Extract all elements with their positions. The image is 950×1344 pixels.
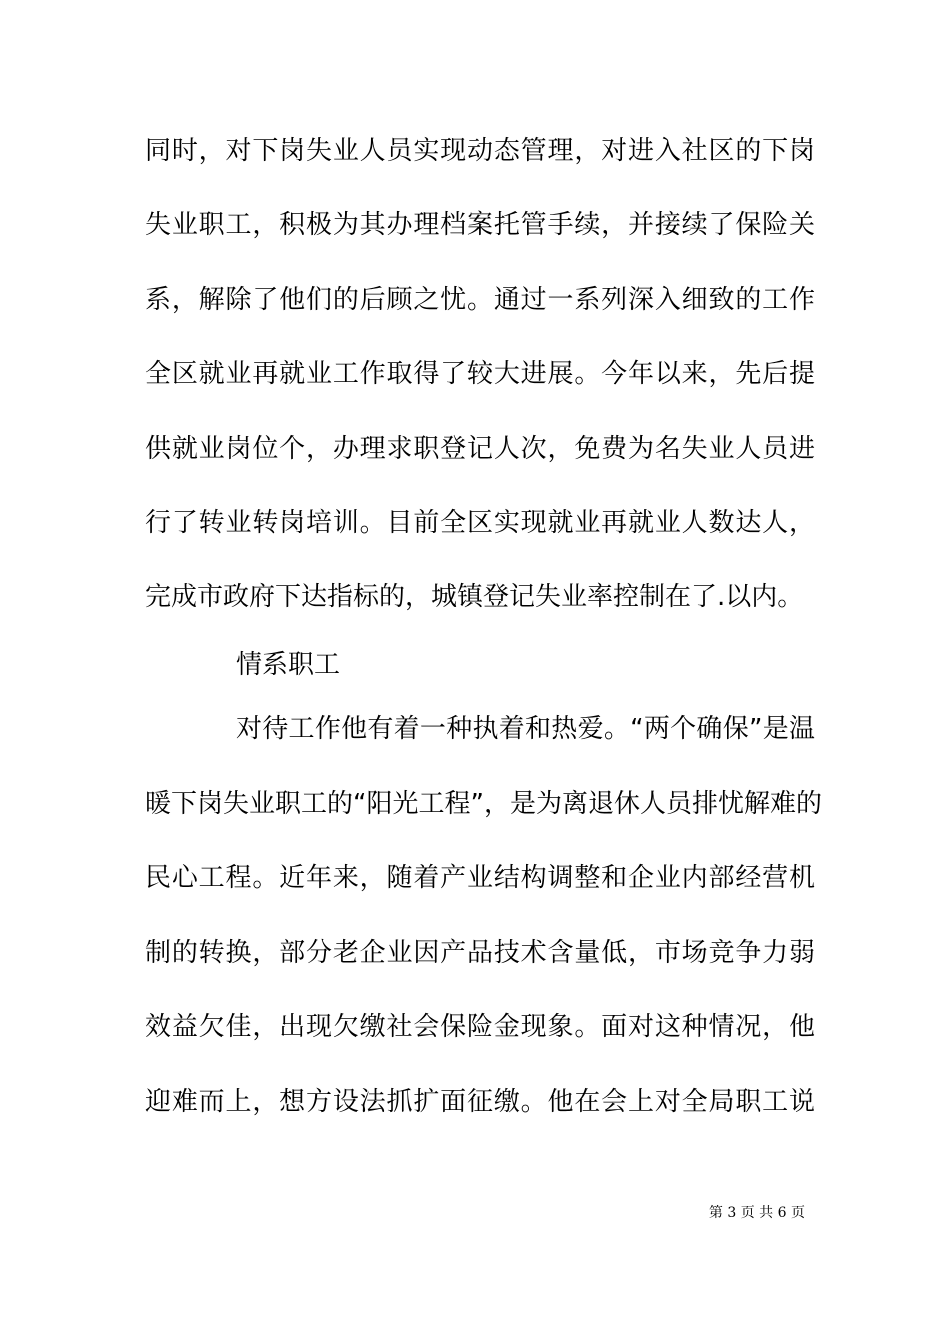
paragraph-line: 行了转业转岗培训。目前全区实现就业再就业人数达人，: [145, 508, 815, 538]
paragraph-line: 系，解除了他们的后顾之忧。通过一系列深入细致的工作: [145, 285, 815, 315]
section-heading: 情系职工: [236, 650, 341, 680]
paragraph-line: 民心工程。近年来，随着产业结构调整和企业内部经营机: [145, 863, 815, 893]
paragraph-line: 完成市政府下达指标的，城镇登记失业率控制在了.以内。: [145, 582, 804, 612]
paragraph-line: 对待工作他有着一种执着和热爱。“两个确保”是温: [236, 714, 815, 744]
paragraph-line: 全区就业再就业工作取得了较大进展。今年以来，先后提: [145, 359, 815, 389]
paragraph-line: 供就业岗位个，办理求职登记人次，免费为名失业人员进: [145, 434, 815, 464]
paragraph-line: 暖下岗失业职工的“阳光工程”，是为离退休人员排忧解难的: [145, 789, 822, 819]
paragraph-line: 效益欠佳，出现欠缴社会保险金现象。面对这种情况，他: [145, 1012, 815, 1042]
paragraph-line: 制的转换，部分老企业因产品技术含量低，市场竞争力弱: [145, 938, 815, 968]
page-number-footer: 第 3 页 共 6 页: [708, 1205, 805, 1221]
paragraph-line: 失业职工，积极为其办理档案托管手续，并接续了保险关: [145, 210, 815, 240]
paragraph-line: 同时，对下岗失业人员实现动态管理，对进入社区的下岗: [145, 136, 815, 166]
paragraph-line: 迎难而上，想方设法抓扩面征缴。他在会上对全局职工说: [145, 1087, 815, 1117]
